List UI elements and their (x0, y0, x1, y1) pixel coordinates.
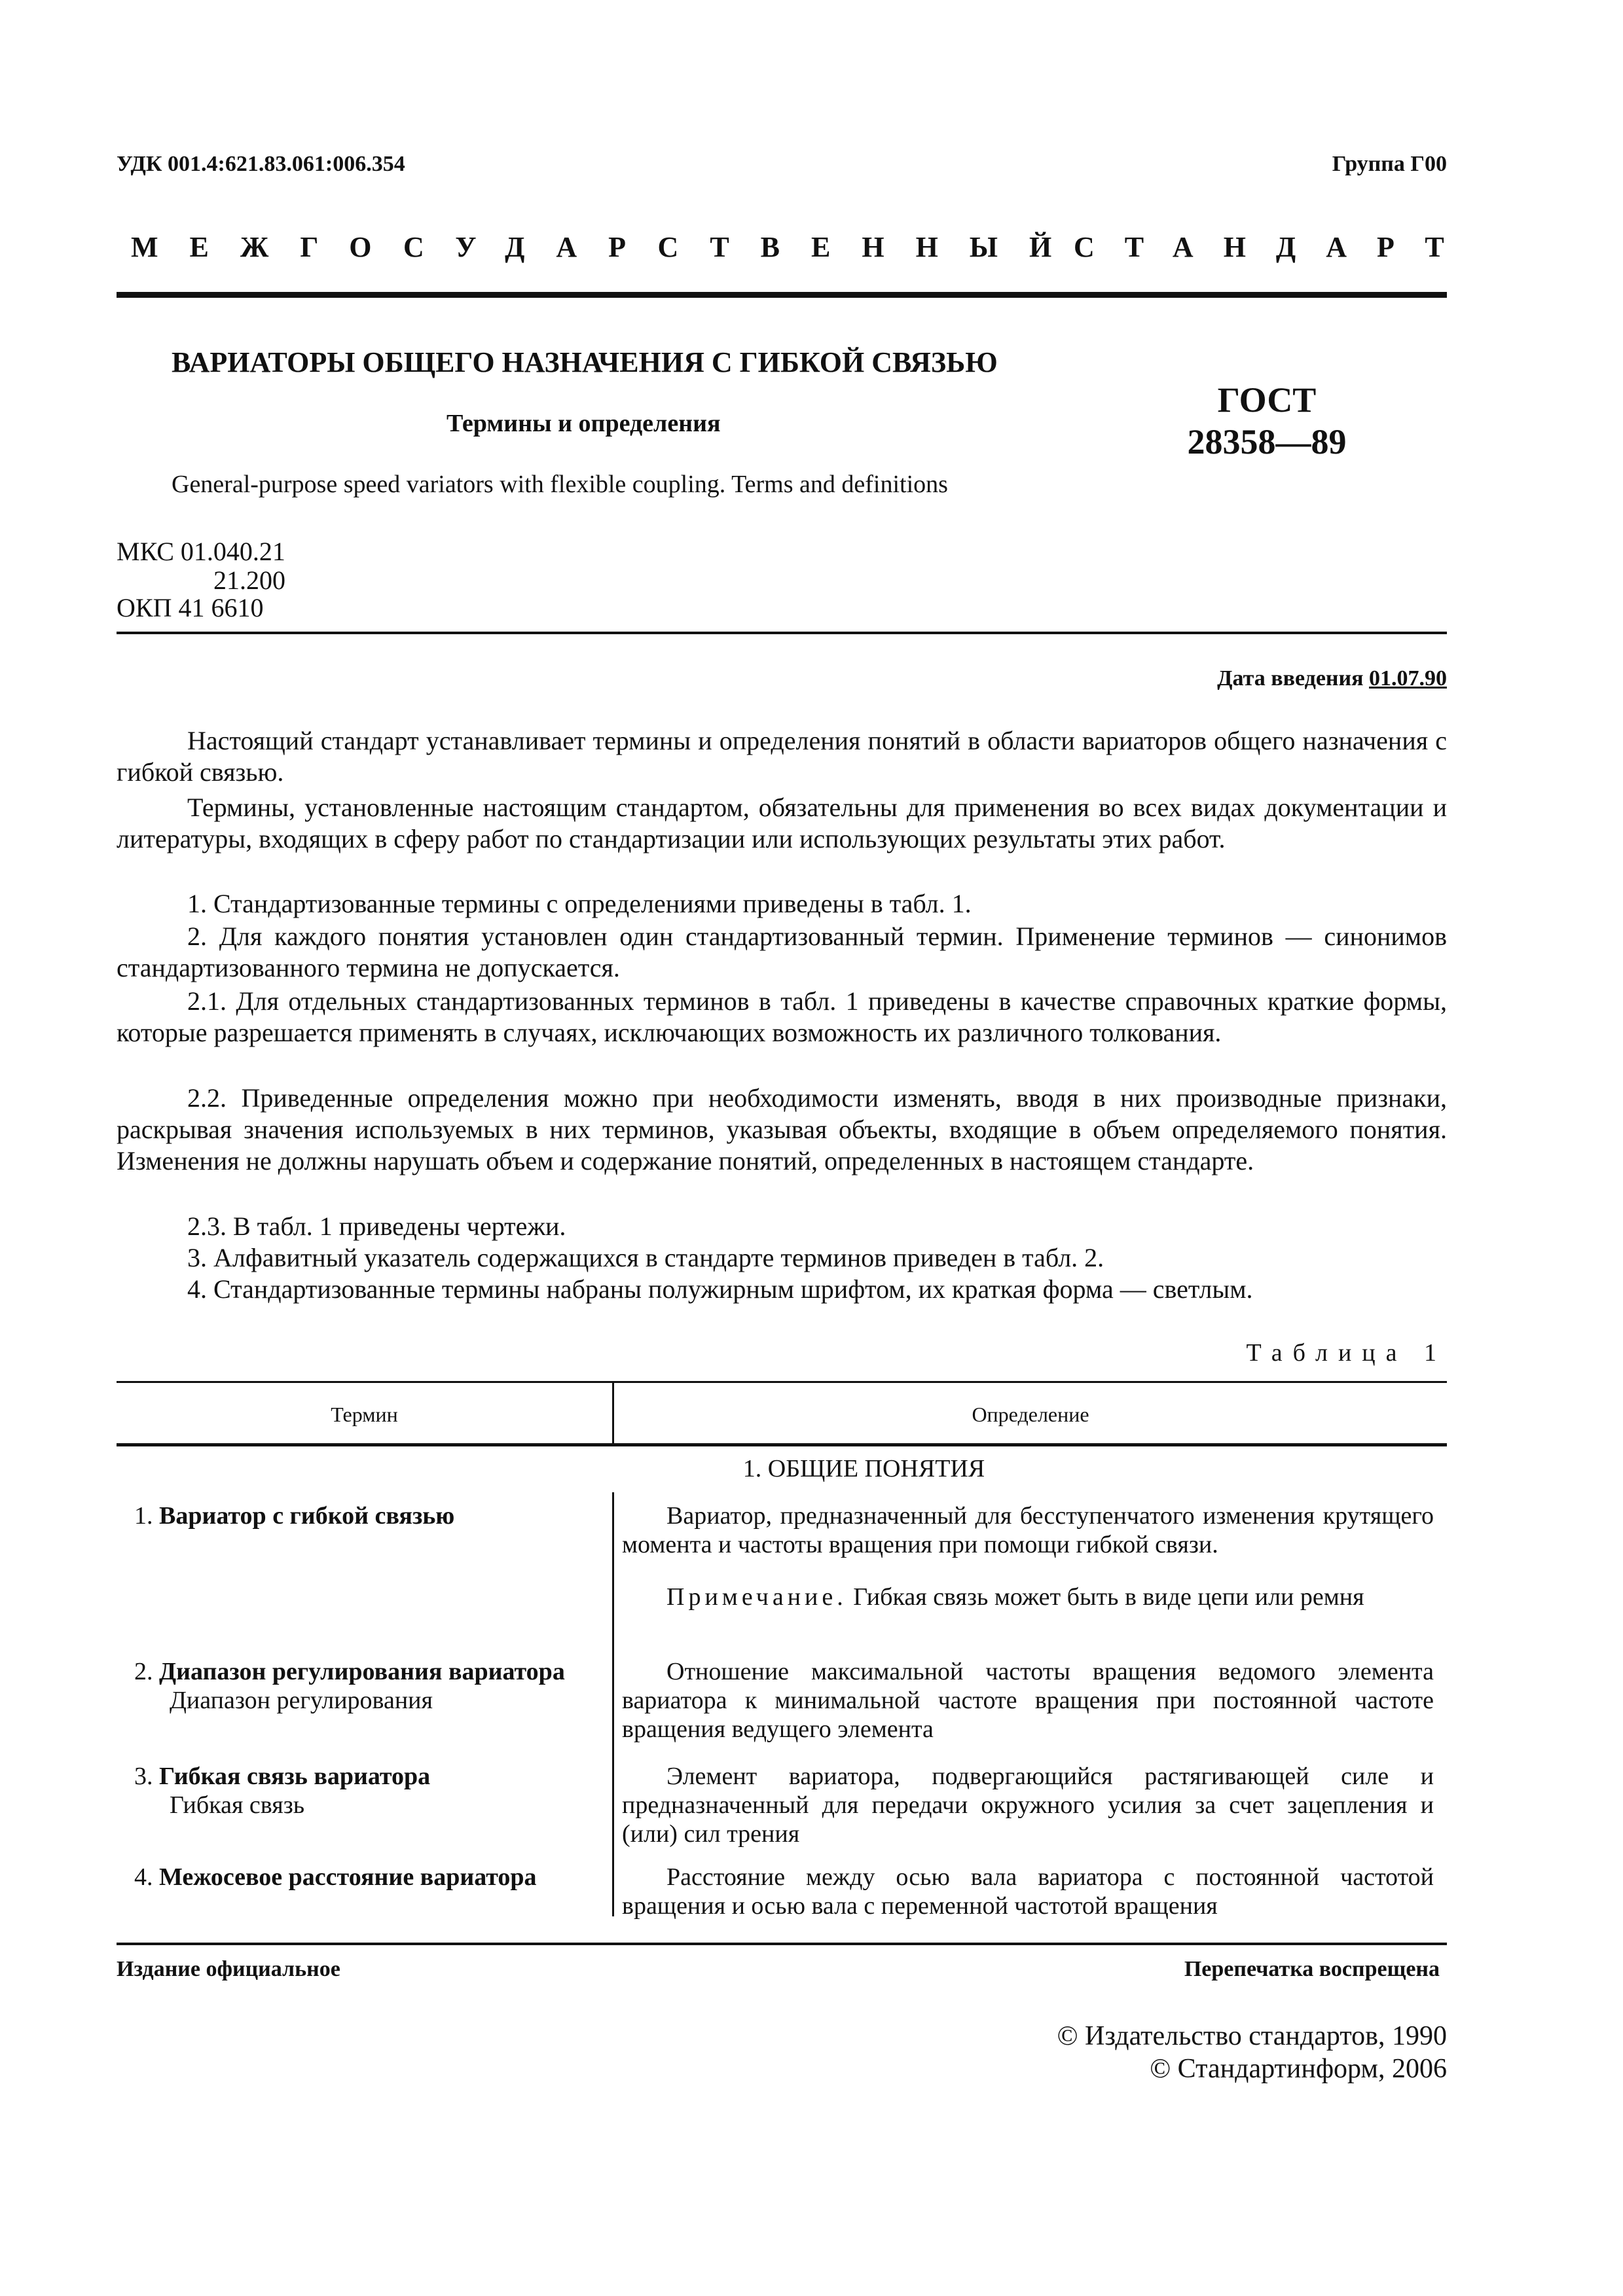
table-row-3-definition: Элемент вариатора, подвергающийся растягивающей силе и предназначенный для передачи окружного усилия за счет зацепления и (или) сил трения (622, 1763, 1434, 1848)
table-column-divider (612, 1492, 614, 1916)
paragraph-terms: Термины, установленные настоящим стандартом, обязательны для применения во всех видах документации и литературы, входящих в сферу работ по стандартизации или использующих результаты этих работ. (117, 793, 1447, 853)
term-short: Гибкая связь (170, 1791, 305, 1819)
codes-rule (117, 632, 1447, 634)
term-short: Диапазон регулирования (170, 1687, 433, 1714)
term-name: Межосевое расстояние вариатора (159, 1863, 537, 1891)
document-subtitle: Термины и определения (447, 410, 721, 437)
term-number: 1. (134, 1502, 153, 1530)
paragraph-1: 1. Стандартизованные термины с определениями приведены в табл. 1. (187, 889, 972, 918)
table-row-2-term (134, 1657, 565, 1715)
gost-label: ГОСТ (1217, 380, 1317, 420)
reprint-label: Перепечатка воспрещена (1184, 1957, 1440, 1981)
standard-label: СТАНДАРТ (1074, 231, 1474, 263)
table-row-2-definition: Отношение максимальной частоты вращения ведомого элемента вариатора к минимальной частоте вращения при постоянной частоте вращения ведущего элемента (622, 1658, 1434, 1743)
okp-code: ОКП 41 6610 (117, 593, 264, 622)
intro-date (1217, 666, 1447, 691)
term-name: Вариатор с гибкой связью (159, 1502, 455, 1530)
udk-code: УДК 001.4:621.83.061:006.354 (117, 152, 405, 176)
group-code: Группа Г00 (1332, 152, 1447, 176)
note-text: Гибкая связь может быть в виде цепи или ремня (847, 1583, 1364, 1611)
column-header-definition: Определение (972, 1403, 1089, 1426)
paragraph-2-3: 2.3. В табл. 1 приведены чертежи. (187, 1211, 566, 1241)
intro-date-label: Дата введения (1217, 666, 1364, 691)
paragraph-3: 3. Алфавитный указатель содержащихся в стандарте терминов приведен в табл. 2. (187, 1243, 1104, 1272)
table-row-1-note (622, 1583, 1434, 1611)
table-row-4-term (134, 1863, 537, 1892)
table-row-1-term (134, 1501, 454, 1530)
header-rule (117, 292, 1447, 298)
table-row-3-term (134, 1762, 430, 1820)
table-top-rule (117, 1381, 1447, 1383)
paragraph-4: 4. Стандартизованные термины набраны полужирным шрифтом, их краткая форма — светлым. (187, 1274, 1253, 1304)
term-number: 2. (134, 1658, 153, 1685)
table-row-4-definition: Расстояние между осью вала вариатора с постоянной частотой вращения и осью вала с переменной частотой вращения (622, 1863, 1434, 1920)
intro-date-value: 01.07.90 (1369, 666, 1447, 691)
paragraph-intro: Настоящий стандарт устанавливает термины и определения понятий в области вариаторов общего назначения с гибкой связью. (117, 726, 1447, 787)
english-title: General-purpose speed variators with flexible coupling. Terms and definitions (172, 471, 948, 498)
term-name: Диапазон регулирования вариатора (159, 1658, 565, 1685)
term-number: 3. (134, 1763, 153, 1790)
edition-label: Издание официальное (117, 1957, 340, 1981)
copyright-2: © Стандартинформ, 2006 (1150, 2054, 1447, 2084)
gost-number: 28358—89 (1187, 422, 1347, 461)
table-row-1-definition: Вариатор, предназначенный для бесступенчатого изменения крутящего момента и частоты вращения при помощи гибкой связи. (622, 1502, 1434, 1558)
footer-rule (117, 1943, 1447, 1945)
mks-code: МКС 01.040.21 (117, 537, 285, 566)
paragraph-2-1: 2.1. Для отдельных стандартизованных терминов в табл. 1 приведены в качестве справочных краткие формы, которые разрешается применять в случаях, исключающих возможность их различного толкования. (117, 986, 1447, 1047)
mks-code-2: 21.200 (213, 565, 285, 595)
table-caption: Таблица 1 (1246, 1339, 1447, 1367)
interstate-label: МЕЖГОСУДАРСТВЕННЫЙ (131, 231, 1084, 263)
table-section-title: 1. ОБЩИЕ ПОНЯТИЯ (742, 1455, 985, 1482)
table-header-rule (117, 1443, 1447, 1446)
note-label: Примечание. (666, 1583, 847, 1611)
paragraph-2: 2. Для каждого понятия установлен один стандартизованный термин. Применение терминов — синонимов стандартизованного термина не допускается. (117, 922, 1447, 982)
column-header-term: Термин (331, 1403, 398, 1426)
copyright-1: © Издательство стандартов, 1990 (1057, 2021, 1447, 2051)
paragraph-2-2: 2.2. Приведенные определения можно при необходимости изменять, вводя в них производные признаки, раскрывая значения используемых в них терминов, указывая объекты, входящие в объем определяемого понятия. Изменения не должны нарушать объем и содержание понятий, определенных в настоящем стандарте. (117, 1083, 1447, 1175)
term-name: Гибкая связь вариатора (159, 1763, 431, 1790)
document-title: ВАРИАТОРЫ ОБЩЕГО НАЗНАЧЕНИЯ С ГИБКОЙ СВЯЗЬЮ (172, 346, 998, 378)
term-number: 4. (134, 1863, 153, 1891)
